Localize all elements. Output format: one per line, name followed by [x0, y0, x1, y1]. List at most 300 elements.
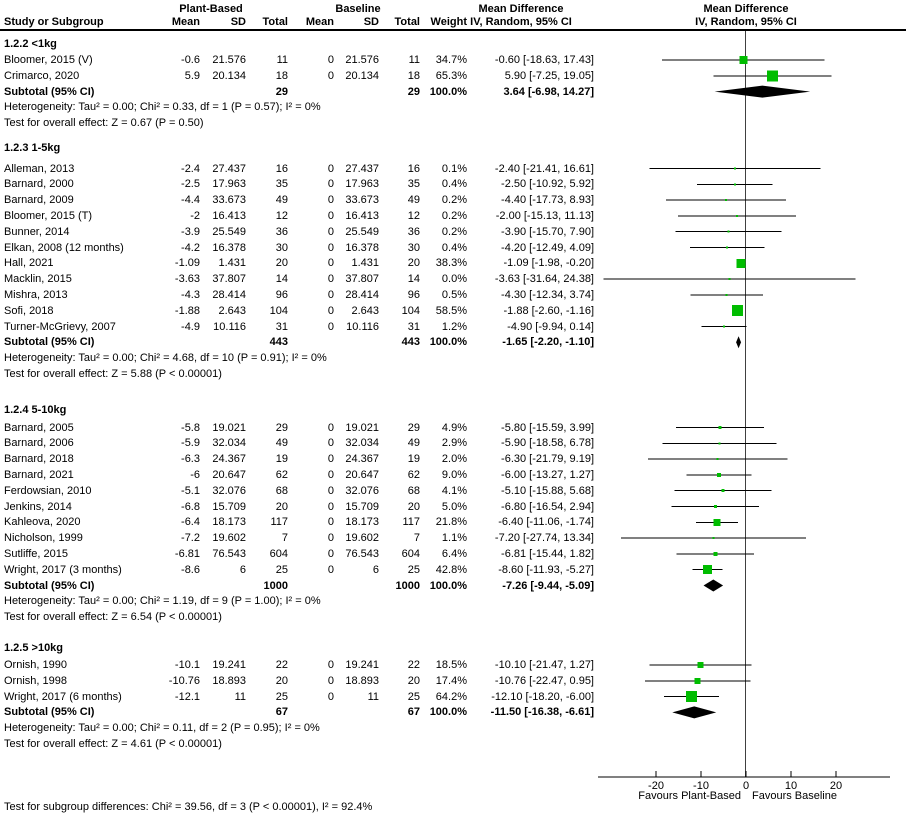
study-md-ci: -4.40 [-17.73, 8.93]: [501, 194, 594, 207]
study-pb-total: 16: [275, 162, 288, 175]
study-bl-mean: 0: [327, 547, 334, 560]
study-bl-total: 25: [407, 690, 420, 703]
study-pb-mean: -4.3: [181, 288, 200, 301]
study-bl-sd: 18.893: [345, 674, 379, 687]
effect-square: [703, 565, 712, 574]
study-row-label: Barnard, 2000: [4, 178, 74, 191]
study-weight: 0.2%: [441, 194, 467, 207]
study-row-label: Macklin, 2015: [4, 273, 72, 286]
study-bl-total: 11: [408, 54, 420, 66]
study-bl-total: 49: [407, 194, 420, 207]
study-weight: 38.3%: [435, 257, 467, 270]
study-bl-total: 14: [407, 273, 420, 286]
study-pb-mean: -6.8: [181, 500, 200, 513]
study-bl-total: 68: [407, 484, 420, 497]
study-md-ci: -6.81 [-15.44, 1.82]: [501, 547, 594, 560]
study-weight: 0.0%: [441, 273, 467, 286]
study-md-ci: -3.90 [-15.70, 7.90]: [501, 225, 594, 238]
study-bl-mean: 0: [327, 320, 334, 333]
study-pb-mean: -2.4: [181, 162, 200, 175]
study-bl-total: 20: [407, 500, 420, 513]
study-bl-sd: 19.602: [345, 532, 379, 545]
study-bl-mean: 0: [327, 54, 334, 66]
study-bl-sd: 11: [367, 690, 379, 703]
effect-square: [734, 183, 736, 185]
study-row-label: Crimarco, 2020: [4, 69, 80, 82]
study-weight: 21.8%: [435, 516, 467, 529]
subtotal-pb-total: 443: [269, 336, 288, 349]
study-pb-total: 19: [275, 453, 288, 466]
study-pb-mean: 5.9: [184, 69, 200, 82]
study-pb-mean: -6.81: [174, 547, 200, 560]
study-pb-mean: -10.76: [168, 674, 200, 687]
study-pb-total: 31: [275, 320, 288, 333]
study-row-label: Wright, 2017 (3 months): [4, 563, 122, 576]
study-bl-total: 30: [407, 241, 420, 254]
study-md-ci: -4.90 [-9.94, 0.14]: [507, 320, 594, 333]
heterogeneity-note: Heterogeneity: Tau² = 0.00; Chi² = 4.68, df = 10 (P = 0.91); I² = 0%: [4, 352, 327, 365]
subtotal-diamond: [672, 706, 716, 718]
study-md-ci: -5.10 [-15.88, 5.68]: [501, 484, 594, 497]
effect-square: [737, 259, 746, 268]
subtotal-label: Subtotal (95% CI): [4, 706, 95, 719]
study-pb-mean: -12.1: [174, 690, 200, 703]
study-bl-total: 20: [407, 674, 420, 687]
study-bl-total: 29: [407, 421, 420, 434]
study-weight: 0.2%: [441, 225, 467, 238]
study-md-ci: -1.09 [-1.98, -0.20]: [503, 257, 594, 270]
study-bl-sd: 37.807: [345, 273, 379, 286]
subtotal-md-ci: 3.64 [-6.98, 14.27]: [503, 85, 594, 98]
study-row-label: Sofi, 2018: [4, 304, 54, 317]
effect-square: [713, 552, 717, 556]
study-row-label: Barnard, 2009: [4, 194, 74, 207]
study-row-label: Turner-McGrievy, 2007: [4, 320, 116, 333]
study-bl-sd: 6: [372, 563, 379, 576]
column-header-method: IV, Random, 95% CI: [470, 16, 572, 28]
study-pb-mean: -6: [190, 468, 200, 481]
plot-title-mean-difference: Mean Difference: [703, 3, 789, 15]
study-bl-mean: 0: [327, 178, 334, 191]
study-pb-sd: 6: [239, 563, 246, 576]
study-bl-sd: 16.378: [345, 241, 379, 254]
effect-square: [723, 326, 725, 328]
study-pb-total: 14: [275, 273, 288, 286]
study-pb-total: 68: [275, 484, 288, 497]
subgroup-header: 1.2.3 1-5kg: [4, 142, 61, 154]
subtotal-bl-total: 443: [401, 336, 420, 349]
study-bl-mean: 0: [327, 304, 334, 317]
subtotal-pb-total: 29: [275, 85, 288, 98]
study-weight: 0.2%: [441, 209, 467, 222]
study-pb-sd: 2.643: [218, 304, 246, 317]
study-pb-total: 29: [275, 421, 288, 434]
study-pb-total: 11: [276, 54, 288, 66]
study-pb-mean: -1.88: [174, 304, 200, 317]
study-md-ci: -6.80 [-16.54, 2.94]: [501, 500, 594, 513]
study-pb-total: 96: [275, 288, 288, 301]
study-weight: 0.4%: [441, 241, 467, 254]
study-bl-sd: 27.437: [345, 162, 379, 175]
study-md-ci: -8.60 [-11.93, -5.27]: [498, 563, 594, 576]
study-pb-total: 22: [275, 659, 288, 671]
study-row-label: Hall, 2021: [4, 257, 54, 270]
column-group-mean-difference: Mean Difference: [478, 3, 564, 15]
study-pb-sd: 27.437: [212, 162, 246, 175]
study-md-ci: -6.30 [-21.79, 9.19]: [501, 453, 594, 466]
study-pb-mean: -1.09: [174, 257, 200, 270]
study-row-label: Ornish, 1998: [4, 674, 67, 687]
study-pb-sd: 10.116: [213, 320, 246, 333]
study-bl-total: 16: [407, 162, 420, 175]
study-pb-total: 12: [275, 209, 288, 222]
study-md-ci: -2.00 [-15.13, 11.13]: [495, 209, 594, 222]
subtotal-bl-total: 29: [407, 85, 420, 98]
study-bl-mean: 0: [327, 273, 334, 286]
study-weight: 17.4%: [435, 674, 467, 687]
overall-effect-note: Test for overall effect: Z = 4.61 (P < 0.00001): [4, 738, 222, 750]
effect-square: [729, 278, 731, 280]
study-bl-sd: 10.116: [346, 320, 379, 333]
subtotal-diamond: [736, 336, 741, 348]
axis-label-favours-left: Favours Plant-Based: [638, 790, 741, 802]
effect-square: [727, 231, 729, 233]
study-bl-sd: 24.367: [345, 453, 379, 466]
study-pb-total: 49: [275, 437, 288, 450]
subtotal-weight: 100.0%: [429, 706, 467, 719]
study-weight: 42.8%: [435, 563, 467, 576]
study-weight: 9.0%: [441, 468, 467, 481]
study-pb-mean: -5.1: [181, 484, 200, 497]
column-header-bl-sd: SD: [363, 16, 379, 28]
study-row-label: Barnard, 2006: [4, 437, 74, 450]
study-bl-mean: 0: [327, 690, 334, 703]
study-bl-mean: 0: [327, 659, 334, 671]
study-pb-mean: -5.8: [181, 421, 200, 434]
study-bl-mean: 0: [327, 225, 334, 238]
overall-effect-note: Test for overall effect: Z = 6.54 (P < 0.00001): [4, 611, 222, 624]
study-md-ci: 5.90 [-7.25, 19.05]: [504, 69, 594, 82]
study-pb-sd: 19.241: [212, 659, 246, 671]
study-bl-total: 19: [407, 453, 420, 466]
effect-square: [739, 56, 747, 64]
effect-square: [713, 537, 715, 539]
study-bl-sd: 76.543: [345, 547, 379, 560]
study-weight: 34.7%: [435, 54, 467, 66]
effect-square: [736, 215, 738, 217]
column-header-weight: Weight: [430, 16, 467, 28]
study-bl-mean: 0: [327, 421, 334, 434]
effect-square: [718, 442, 720, 444]
study-pb-sd: 20.647: [212, 468, 246, 481]
study-md-ci: -2.50 [-10.92, 5.92]: [501, 178, 594, 191]
study-pb-total: 604: [269, 547, 288, 560]
study-md-ci: -0.60 [-18.63, 17.43]: [494, 54, 594, 66]
study-bl-total: 31: [407, 320, 420, 333]
subtotal-md-ci: -11.50 [-16.38, -6.61]: [490, 706, 594, 719]
study-pb-total: 18: [275, 69, 288, 82]
study-bl-total: 604: [401, 547, 420, 560]
subtotal-weight: 100.0%: [429, 85, 467, 98]
study-bl-sd: 32.076: [345, 484, 379, 497]
effect-square: [732, 305, 743, 316]
study-row-label: Bloomer, 2015 (T): [4, 209, 93, 222]
study-bl-sd: 16.413: [345, 209, 379, 222]
study-md-ci: -6.40 [-11.06, -1.74]: [498, 516, 594, 529]
study-bl-total: 20: [407, 257, 420, 270]
study-weight: 0.4%: [441, 178, 467, 191]
study-pb-total: 20: [275, 257, 288, 270]
study-pb-sd: 11: [234, 690, 246, 703]
study-pb-sd: 21.576: [212, 54, 246, 66]
study-pb-sd: 25.549: [212, 225, 246, 238]
study-row-label: Elkan, 2008 (12 months): [4, 241, 124, 254]
effect-square: [717, 473, 721, 477]
column-group-baseline: Baseline: [335, 3, 381, 15]
study-bl-sd: 1.431: [351, 257, 379, 270]
study-weight: 2.9%: [441, 437, 467, 450]
study-pb-total: 35: [275, 178, 288, 191]
subtotal-weight: 100.0%: [429, 579, 467, 592]
study-row-label: Kahleova, 2020: [4, 516, 81, 529]
study-bl-total: 7: [413, 532, 420, 545]
study-pb-mean: -10.1: [174, 659, 200, 671]
study-md-ci: -10.76 [-22.47, 0.95]: [494, 674, 594, 687]
study-weight: 0.5%: [441, 288, 467, 301]
study-pb-sd: 37.807: [212, 273, 246, 286]
study-row-label: Sutliffe, 2015: [4, 547, 69, 560]
study-weight: 4.1%: [441, 484, 467, 497]
study-bl-mean: 0: [327, 563, 334, 576]
study-bl-mean: 0: [327, 241, 334, 254]
subtotal-bl-total: 67: [407, 706, 420, 719]
study-pb-sd: 19.021: [212, 421, 246, 434]
overall-effect-note: Test for overall effect: Z = 0.67 (P = 0.50): [4, 117, 204, 130]
study-bl-sd: 17.963: [345, 178, 379, 191]
study-pb-total: 49: [275, 194, 288, 207]
study-pb-mean: -5.9: [181, 437, 200, 450]
effect-square: [718, 426, 721, 429]
axis-tick-label: 20: [829, 780, 843, 792]
study-bl-mean: 0: [327, 516, 334, 529]
study-pb-mean: -4.4: [181, 194, 200, 207]
study-weight: 58.5%: [435, 304, 467, 317]
effect-square: [726, 294, 728, 296]
study-bl-total: 22: [407, 659, 420, 671]
study-bl-total: 96: [407, 288, 420, 301]
study-md-ci: -2.40 [-21.41, 16.61]: [494, 162, 594, 175]
study-row-label: Ornish, 1990: [4, 659, 67, 671]
study-bl-mean: 0: [327, 674, 334, 687]
study-pb-sd: 18.893: [212, 674, 246, 687]
subtotal-diamond: [704, 580, 724, 592]
study-row-label: Ferdowsian, 2010: [4, 484, 92, 497]
study-pb-sd: 1.431: [218, 257, 246, 270]
study-pb-total: 117: [270, 516, 288, 529]
study-pb-sd: 76.543: [212, 547, 246, 560]
study-bl-mean: 0: [327, 209, 334, 222]
study-pb-sd: 19.602: [212, 532, 246, 545]
study-bl-total: 62: [407, 468, 420, 481]
study-bl-sd: 28.414: [345, 288, 379, 301]
study-bl-total: 117: [402, 516, 420, 529]
study-bl-sd: 21.576: [345, 54, 379, 66]
study-row-label: Bloomer, 2015 (V): [4, 54, 93, 66]
study-row-label: Barnard, 2005: [4, 421, 74, 434]
study-pb-total: 20: [275, 674, 288, 687]
study-bl-total: 35: [407, 178, 420, 191]
subtotal-md-ci: -7.26 [-9.44, -5.09]: [502, 579, 594, 592]
column-header-study: Study or Subgroup: [4, 16, 104, 28]
study-row-label: Alleman, 2013: [4, 162, 75, 175]
study-pb-sd: 28.414: [212, 288, 246, 301]
study-bl-mean: 0: [327, 288, 334, 301]
study-pb-mean: -2.5: [181, 178, 200, 191]
effect-square: [714, 519, 721, 526]
study-bl-sd: 19.021: [345, 421, 379, 434]
study-pb-sd: 32.076: [212, 484, 246, 497]
study-pb-sd: 20.134: [212, 69, 246, 82]
study-weight: 65.3%: [435, 69, 467, 82]
axis-label-favours-right: Favours Baseline: [752, 790, 837, 802]
effect-square: [734, 168, 736, 170]
study-md-ci: -4.30 [-12.34, 3.74]: [501, 288, 594, 301]
study-bl-mean: 0: [327, 437, 334, 450]
subtotal-pb-total: 1000: [263, 579, 288, 592]
study-pb-sd: 17.963: [212, 178, 246, 191]
subgroup-header: 1.2.2 <1kg: [4, 38, 57, 50]
study-md-ci: -7.20 [-27.74, 13.34]: [494, 532, 594, 545]
study-pb-total: 20: [275, 500, 288, 513]
subtotal-pb-total: 67: [275, 706, 288, 719]
study-bl-mean: 0: [327, 69, 334, 82]
study-pb-total: 25: [275, 563, 288, 576]
effect-square: [717, 458, 719, 460]
study-pb-mean: -2: [190, 209, 200, 222]
study-bl-total: 18: [407, 69, 420, 82]
axis-tick-label: 10: [784, 780, 798, 792]
study-pb-total: 36: [275, 225, 288, 238]
heterogeneity-note: Heterogeneity: Tau² = 0.00; Chi² = 0.33, df = 1 (P = 0.57); I² = 0%: [4, 101, 321, 114]
study-pb-sd: 33.673: [212, 194, 246, 207]
study-bl-sd: 33.673: [345, 194, 379, 207]
study-md-ci: -6.00 [-13.27, 1.27]: [501, 468, 594, 481]
subtotal-label: Subtotal (95% CI): [4, 579, 95, 592]
study-pb-sd: 24.367: [212, 453, 246, 466]
study-row-label: Barnard, 2021: [4, 468, 74, 481]
effect-square: [698, 662, 704, 668]
effect-square: [695, 678, 701, 684]
study-bl-total: 49: [407, 437, 420, 450]
study-weight: 4.9%: [441, 421, 467, 434]
study-pb-sd: 18.173: [212, 516, 246, 529]
study-weight: 6.4%: [441, 547, 467, 560]
study-bl-total: 25: [407, 563, 420, 576]
study-weight: 2.0%: [441, 453, 467, 466]
study-row-label: Mishra, 2013: [4, 288, 68, 301]
axis-tick-label: -10: [693, 780, 709, 792]
study-weight: 1.1%: [441, 532, 467, 545]
study-pb-mean: -6.3: [181, 453, 200, 466]
study-bl-mean: 0: [327, 257, 334, 270]
study-bl-mean: 0: [327, 162, 334, 175]
study-pb-sd: 32.034: [212, 437, 246, 450]
study-md-ci: -5.80 [-15.59, 3.99]: [501, 421, 594, 434]
column-header-pb-mean: Mean: [171, 16, 200, 28]
column-header-pb-sd: SD: [230, 16, 246, 28]
study-bl-sd: 25.549: [345, 225, 379, 238]
study-pb-sd: 16.413: [212, 209, 246, 222]
study-weight: 0.1%: [441, 162, 467, 175]
study-bl-mean: 0: [327, 453, 334, 466]
study-pb-mean: -4.9: [181, 320, 200, 333]
study-row-label: Jenkins, 2014: [4, 500, 72, 513]
study-bl-mean: 0: [327, 484, 334, 497]
study-pb-mean: -3.63: [174, 273, 200, 286]
study-pb-mean: -7.2: [181, 532, 200, 545]
study-bl-mean: 0: [327, 532, 334, 545]
study-bl-total: 104: [401, 304, 420, 317]
subtotal-label: Subtotal (95% CI): [4, 85, 95, 98]
effect-square: [714, 505, 717, 508]
study-bl-total: 12: [407, 209, 420, 222]
axis-tick-label: 0: [742, 780, 750, 792]
study-row-label: Wright, 2017 (6 months): [4, 690, 122, 703]
study-bl-mean: 0: [327, 468, 334, 481]
heterogeneity-note: Heterogeneity: Tau² = 0.00; Chi² = 0.11, df = 2 (P = 0.95); I² = 0%: [4, 722, 320, 735]
study-bl-sd: 15.709: [345, 500, 379, 513]
study-bl-sd: 20.647: [345, 468, 379, 481]
study-pb-sd: 15.709: [212, 500, 246, 513]
study-md-ci: -1.88 [-2.60, -1.16]: [503, 304, 594, 317]
study-bl-total: 36: [407, 225, 420, 238]
study-md-ci: -3.63 [-31.64, 24.38]: [494, 273, 594, 286]
axis-tick-label: -20: [648, 780, 664, 792]
study-row-label: Bunner, 2014: [4, 225, 70, 238]
subtotal-weight: 100.0%: [429, 336, 467, 349]
study-pb-total: 104: [269, 304, 288, 317]
study-md-ci: -12.10 [-18.20, -6.00]: [491, 690, 594, 703]
study-pb-mean: -4.2: [181, 241, 200, 254]
plot-header-method: IV, Random, 95% CI: [695, 16, 797, 28]
study-row-label: Nicholson, 1999: [4, 532, 83, 545]
effect-square: [725, 199, 727, 201]
study-pb-total: 25: [275, 690, 288, 703]
study-pb-mean: -6.4: [181, 516, 200, 529]
effect-square: [686, 691, 697, 702]
study-row-label: Barnard, 2018: [4, 453, 74, 466]
study-pb-total: 30: [275, 241, 288, 254]
subtotal-md-ci: -1.65 [-2.20, -1.10]: [502, 336, 594, 349]
effect-square: [726, 247, 728, 249]
heterogeneity-note: Heterogeneity: Tau² = 0.00; Chi² = 1.19, df = 9 (P = 1.00); I² = 0%: [4, 595, 321, 608]
study-pb-sd: 16.378: [212, 241, 246, 254]
study-bl-sd: 32.034: [345, 437, 379, 450]
study-bl-sd: 19.241: [345, 659, 379, 671]
effect-square: [722, 489, 725, 492]
column-header-pb-total: Total: [262, 16, 288, 28]
study-bl-sd: 20.134: [345, 69, 379, 82]
subtotal-diamond: [715, 86, 811, 98]
column-header-bl-mean: Mean: [305, 16, 334, 28]
effect-square: [767, 70, 778, 81]
subtotal-bl-total: 1000: [395, 579, 420, 592]
column-group-plant-based: Plant-Based: [179, 3, 243, 15]
study-weight: 1.2%: [441, 320, 467, 333]
study-pb-mean: -0.6: [181, 54, 200, 66]
study-pb-mean: -3.9: [181, 225, 200, 238]
study-bl-mean: 0: [327, 500, 334, 513]
